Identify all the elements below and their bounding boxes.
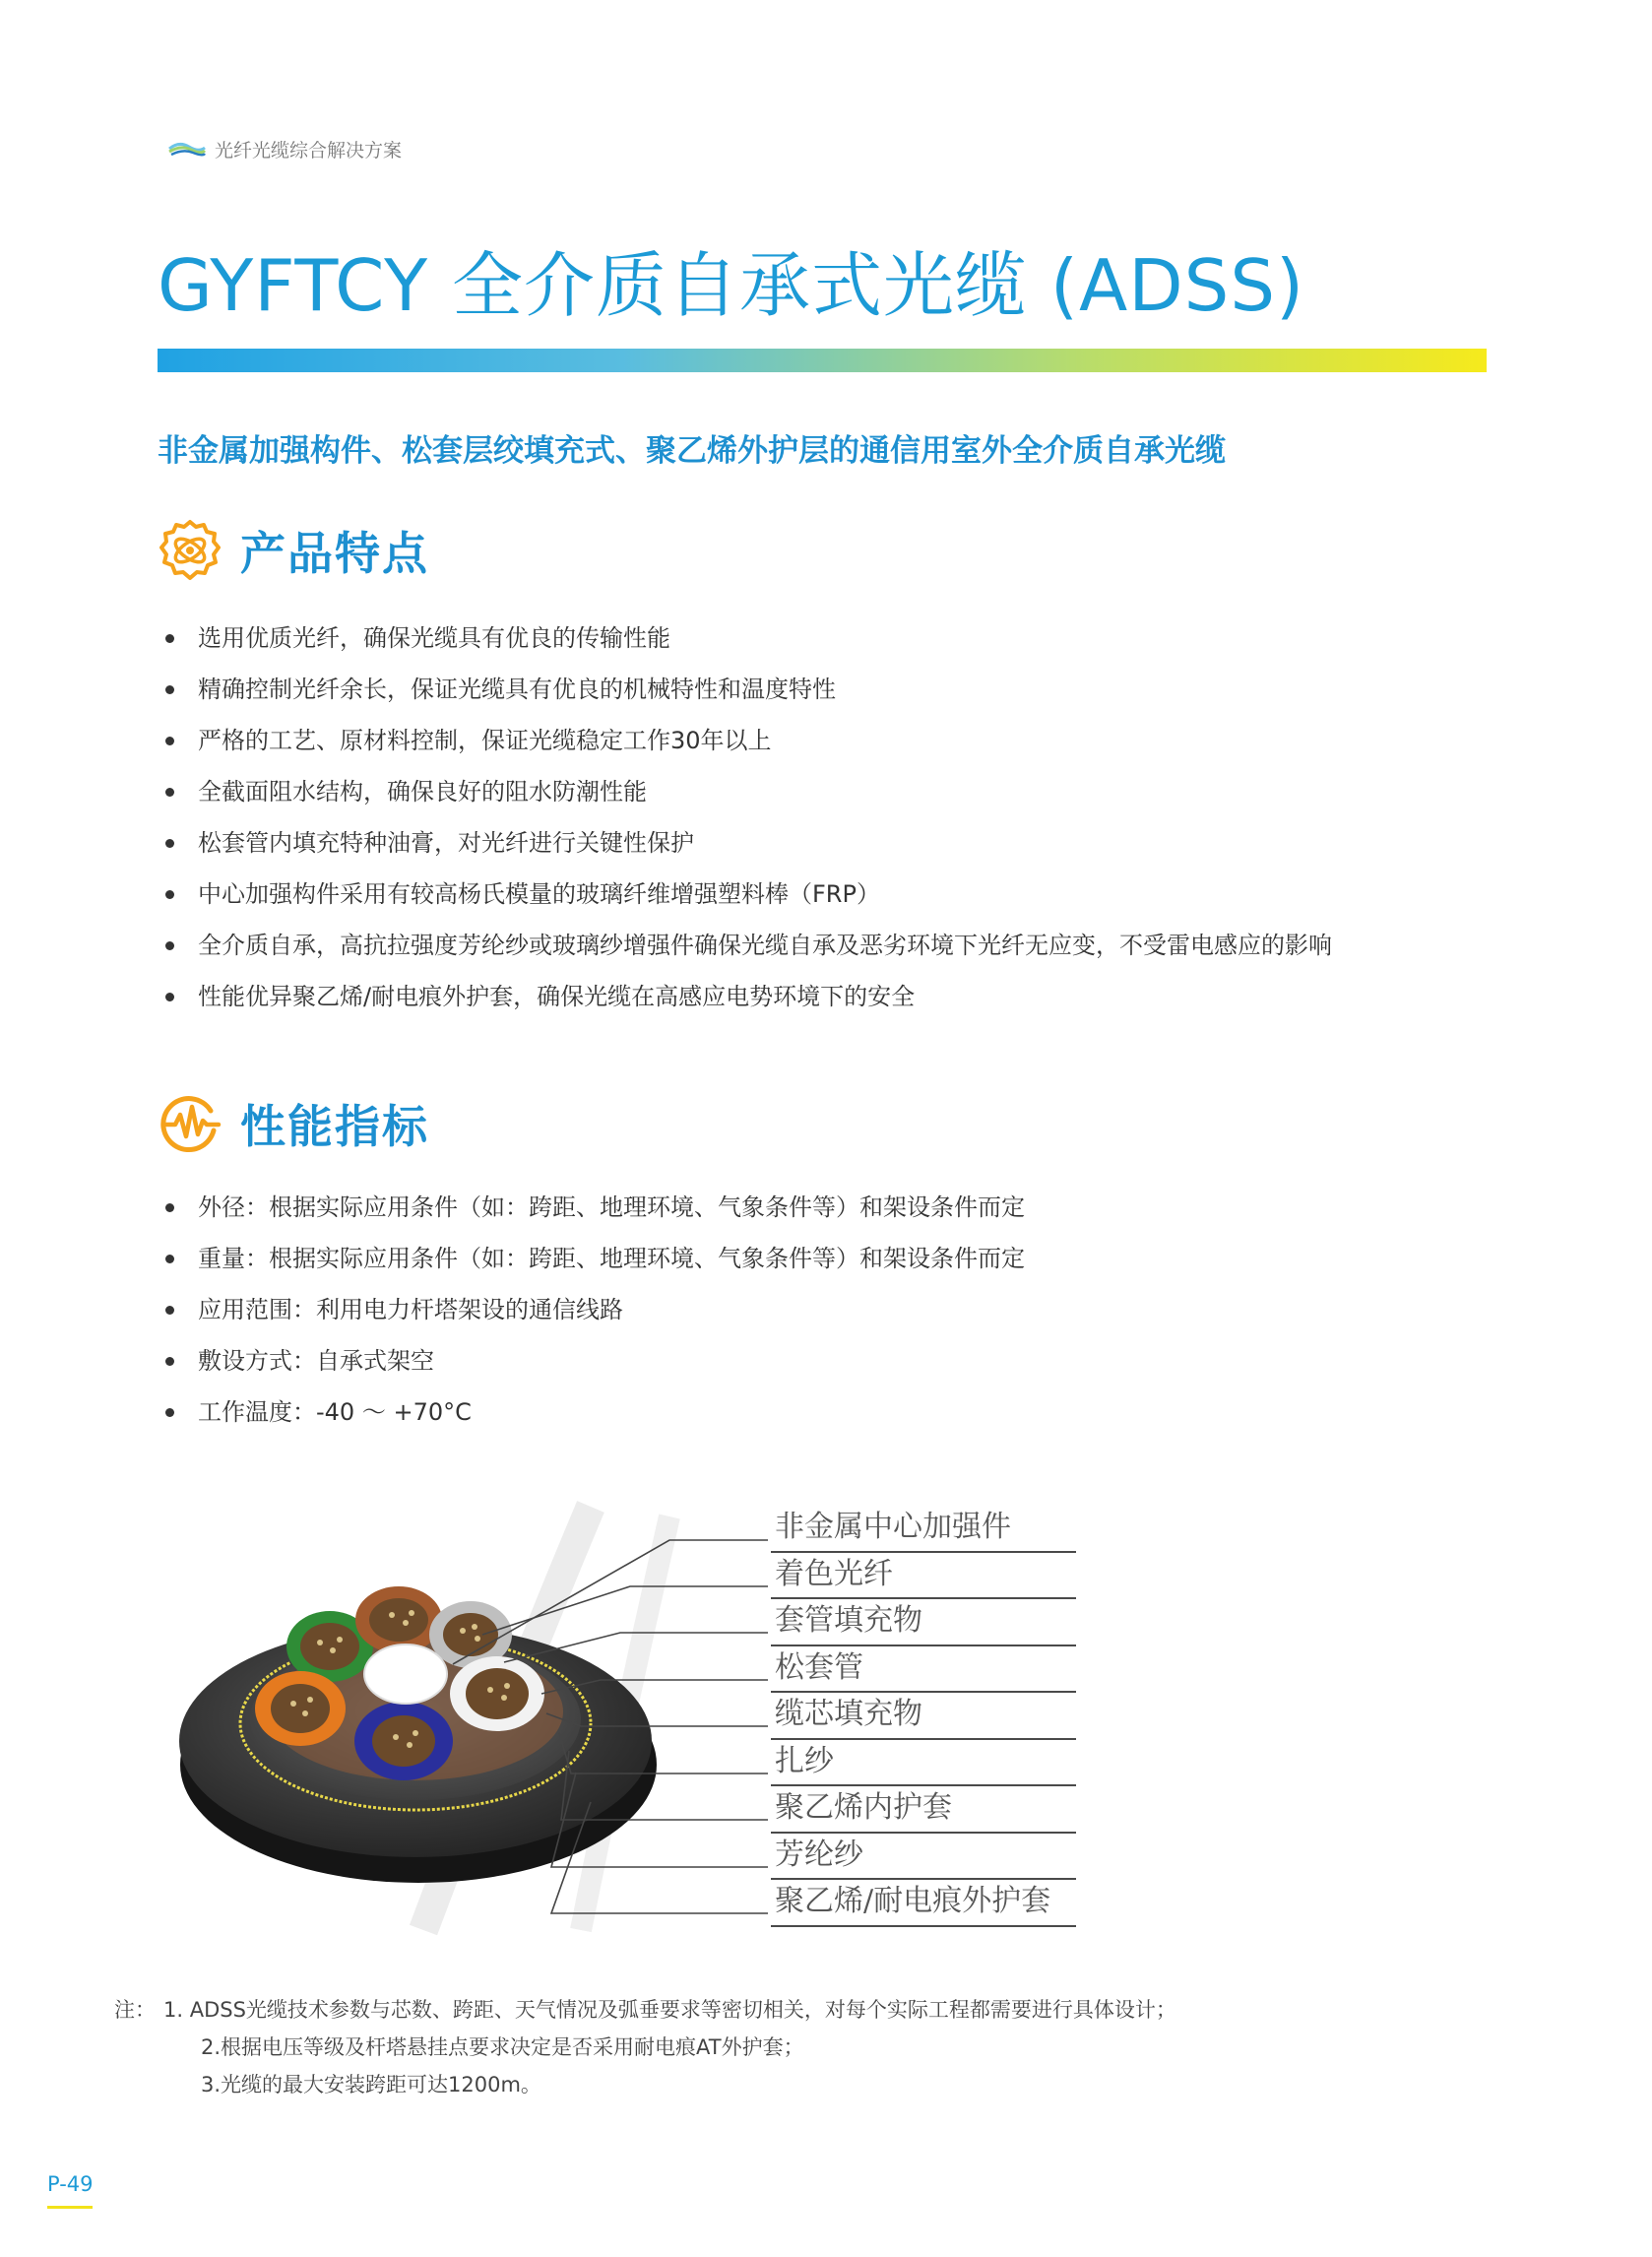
features-list	[165, 613, 1332, 1022]
section-divider	[158, 1042, 1487, 1045]
diagram-label: 套管填充物	[771, 1599, 1076, 1646]
diagram-label: 非金属中心加强件	[771, 1506, 1076, 1553]
bullet-icon	[165, 941, 174, 950]
title-gradient-bar	[158, 349, 1487, 372]
bullet-icon	[165, 634, 174, 643]
bullet-icon	[165, 737, 174, 745]
diagram-label: 芳纶纱	[771, 1834, 1076, 1881]
list-item: 选用优质光纤，确保光缆具有优良的传输性能	[165, 613, 1332, 664]
page-number: P-49	[47, 2172, 94, 2196]
diagram-label: 松套管	[771, 1646, 1076, 1694]
pulse-icon	[158, 1091, 222, 1156]
note-item: 注： 1. ADSS光缆技术参数与芯数、跨距、天气情况及弧垂要求等密切相关，对每个实际工程都需要进行具体设计；	[114, 1991, 1176, 2029]
diagram-label: 聚乙烯/耐电痕外护套	[771, 1880, 1076, 1927]
bullet-icon	[165, 1357, 174, 1366]
loose-tube-brown	[355, 1586, 442, 1653]
list-item: 中心加强构件采用有较高杨氏模量的玻璃纤维增强塑料棒（FRP）	[165, 869, 1332, 920]
list-item: 敷设方式：自承式架空	[165, 1335, 1025, 1386]
features-section-header	[158, 518, 429, 583]
bullet-icon	[165, 685, 174, 694]
page-subtitle: 非金属加强构件、松套层绞填充式、聚乙烯外护层的通信用室外全介质自承光缆	[158, 433, 1226, 469]
list-item: 应用范围：利用电力杆塔架设的通信线路	[165, 1284, 1025, 1335]
bullet-icon	[165, 839, 174, 848]
loose-tube-orange	[255, 1671, 346, 1746]
list-item: 精确控制光纤余长，保证光缆具有优良的机械特性和温度特性	[165, 664, 1332, 715]
list-item: 全介质自承，高抗拉强度芳纶纱或玻璃纱增强件确保光缆自承及恶劣环境下光纤无应变，不受雷电感应的影响	[165, 920, 1332, 971]
notes	[114, 1991, 1176, 2103]
loose-tube-white	[450, 1656, 544, 1731]
bullet-icon	[165, 993, 174, 1001]
section-divider	[158, 1971, 1487, 1974]
diagram-label: 着色光纤	[771, 1553, 1076, 1600]
fiber-logo-icon	[167, 139, 207, 159]
bullet-icon	[165, 1408, 174, 1417]
page-number-underline	[47, 2206, 93, 2209]
diagram-label: 扎纱	[771, 1740, 1076, 1787]
header-text: 光纤光缆综合解决方案	[215, 139, 403, 161]
performance-list	[165, 1182, 1025, 1438]
performance-heading: 性能指标	[240, 1100, 429, 1153]
performance-section-header	[158, 1091, 429, 1156]
note-item: 2.根据电压等级及杆塔悬挂点要求决定是否采用耐电痕AT外护套；	[201, 2035, 804, 2059]
central-strength-member	[364, 1644, 447, 1704]
list-item: 工作温度：-40 ～ +70°C	[165, 1386, 1025, 1438]
list-item: 外径：根据实际应用条件（如：跨距、地理环境、气象条件等）和架设条件而定	[165, 1182, 1025, 1233]
diagram-label: 缆芯填充物	[771, 1693, 1076, 1740]
gear-atom-icon	[158, 518, 222, 583]
bullet-icon	[165, 788, 174, 797]
list-item: 重量：根据实际应用条件（如：跨距、地理环境、气象条件等）和架设条件而定	[165, 1233, 1025, 1284]
bullet-icon	[165, 890, 174, 899]
bullet-icon	[165, 1306, 174, 1315]
list-item: 全截面阻水结构，确保良好的阻水防潮性能	[165, 766, 1332, 817]
note-item: 3.光缆的最大安装跨距可达1200m。	[201, 2073, 541, 2096]
page-header	[167, 134, 402, 163]
page-title: GYFTCY 全介质自承式光缆 (ADSS)	[158, 244, 1305, 327]
list-item: 松套管内填充特种油膏，对光纤进行关键性保护	[165, 817, 1332, 869]
bullet-icon	[165, 1255, 174, 1263]
notes-prefix: 注：	[114, 1998, 156, 2022]
section-divider	[158, 1468, 1487, 1471]
loose-tube-blue	[354, 1702, 453, 1780]
list-item: 严格的工艺、原材料控制，保证光缆稳定工作30年以上	[165, 715, 1332, 766]
features-heading: 产品特点	[240, 527, 429, 580]
diagram-labels	[771, 1506, 1076, 1927]
bullet-icon	[165, 1203, 174, 1212]
diagram-label: 聚乙烯内护套	[771, 1786, 1076, 1834]
list-item: 性能优异聚乙烯/耐电痕外护套，确保光缆在高感应电势环境下的安全	[165, 971, 1332, 1022]
